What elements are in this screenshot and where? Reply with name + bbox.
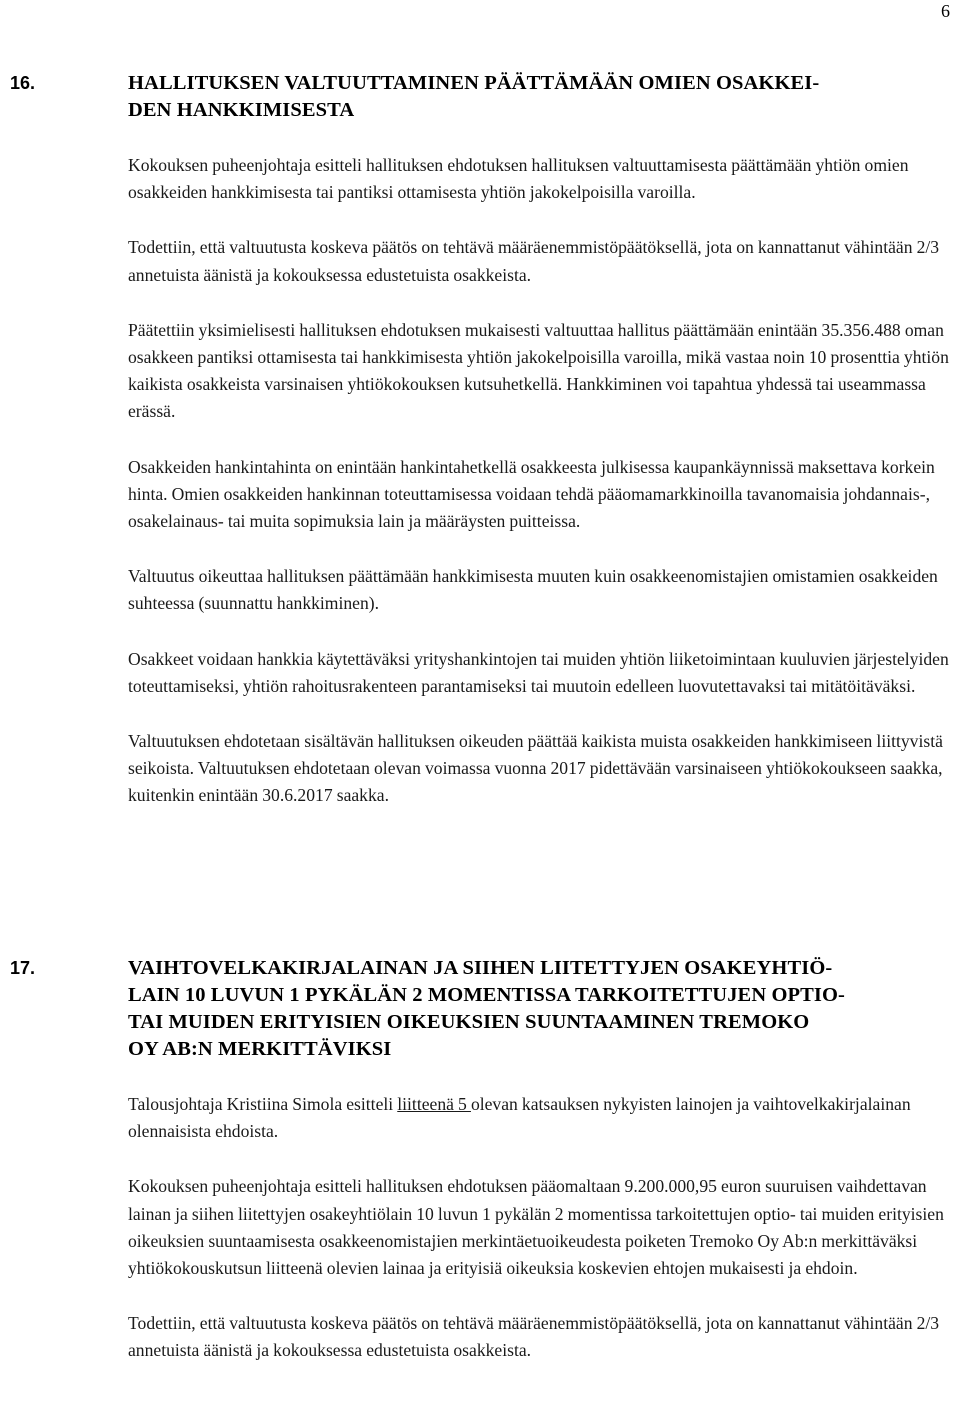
- section-17: [10, 955, 960, 1365]
- section-body: [128, 1091, 960, 1365]
- paragraph: Päätettiin yksimielisesti hallituksen ehdotuksen mukaisesti valtuuttaa hallitus päättämään enintään 35.356.488 oman osakkeen pantiksi ottamisesta tai hankkimisesta yhtiön jakokelpoisilla varoilla, mikä vastaa noin 10 prosenttia yhtiön kaikista osakkeista varsinaisen yhtiökokouksen kutsuhetkellä. Hankkiminen voi tapahtua yhdessä tai useammassa erässä.: [128, 319, 949, 422]
- paragraph: Valtuutus oikeuttaa hallituksen päättämään hankkimisesta muuten kuin osakkeenomistajien omistamien osakkeiden suhteessa (suunnattu hankkiminen).: [128, 566, 938, 614]
- attachment-reference: liitteenä 5: [397, 1094, 471, 1114]
- paragraph: Kokouksen puheenjohtaja esitteli hallituksen ehdotuksen hallituksen valtuuttamisesta päättämään yhtiön omien osakkeiden hankkimisesta tai pantiksi ottamisesta yhtiön jakokelpoisilla varoilla.: [128, 155, 909, 203]
- paragraph: Valtuutuksen ehdotetaan sisältävän hallituksen oikeuden päättää kaikista muista osakkeiden hankkimiseen liittyvistä seikoista. Valtuutuksen ehdotetaan olevan voimassa vuonna 2017 pidettävään varsinaiseen yhtiökokoukseen saakka, kuitenkin enintään 30.6.2017 saakka.: [128, 731, 943, 806]
- section-title-line: LAIN 10 LUVUN 1 PYKÄLÄN 2 MOMENTISSA TARKOITETTUJEN OPTIO-: [128, 984, 845, 1006]
- paragraph: Todettiin, että valtuutusta koskeva päätös on tehtävä määräenemmistöpäätöksellä, jota on kannattanut vähintään 2/3 annetuista äänistä ja kokouksessa edustetuista osakkeista.: [128, 237, 940, 285]
- paragraph: Kokouksen puheenjohtaja esitteli hallituksen ehdotuksen pääomaltaan 9.200.000,95 euron suuruisen vaihdettavan lainan ja siihen liitettyjen osakeyhtiölain 10 luvun 1 pykälän 2 momentissa tarkoitettujen optio- tai muiden erityisien oikeuksien suuntaamisesta osakkeenomistajien merkintäetuoikeudesta poiketen Tremoko Oy Ab:n merkittäväksi yhtiökokouskutsun liitteenä olevien lainaa ja erityisiä oikeuksia koskevien ehtojen mukaisesti ja ehdoin.: [128, 1176, 944, 1279]
- section-body: [128, 152, 960, 810]
- paragraph: Osakkeiden hankintahinta on enintään hankintahetkellä osakkeesta julkisessa kaupankäynnissä maksettava korkein hinta. Omien osakkeiden hankinnan toteuttamisessa voidaan tehdä pääomamarkkinoilla tavanomaisia johdannais-, osakelainaus- tai muita sopimuksia lain ja määräysten puitteissa.: [128, 456, 935, 532]
- section-title: [128, 955, 960, 1063]
- page-number: 6: [941, 1, 950, 21]
- paragraph-text: olevan katsauksen nykyisten lainojen ja vaihtovelkakirjalainan olennaisista ehdoista.: [128, 1094, 911, 1142]
- section-title: [128, 70, 960, 124]
- section-title-line: OY AB:N MERKITTÄVIKSI: [128, 1038, 392, 1060]
- paragraph: Osakkeet voidaan hankkia käytettäväksi yrityshankintojen tai muiden yhtiön liiketoimintaan kuuluvien järjestelyiden toteuttamiseksi, yhtiön rahoitusrakenteen parantamiseksi tai muutoin edelleen luovutettavaksi tai mitätöitäväksi.: [128, 648, 949, 696]
- paragraph-text: Talousjohtaja Kristiina Simola esitteli: [128, 1094, 398, 1114]
- section-number: 17.: [10, 958, 36, 978]
- paragraph: [128, 1091, 960, 1145]
- section-16: [10, 70, 960, 810]
- section-title-line: TAI MUIDEN ERITYISIEN OIKEUKSIEN SUUNTAAMINEN TREMOKO: [128, 1011, 810, 1033]
- section-number: 16.: [10, 73, 36, 93]
- section-title-line: DEN HANKKIMISESTA: [128, 99, 355, 121]
- section-title-line: HALLITUKSEN VALTUUTTAMINEN PÄÄTTÄMÄÄN OMIEN OSAKKEI-: [128, 72, 820, 94]
- section-title-line: VAIHTOVELKAKIRJALAINAN JA SIIHEN LIITETTYJEN OSAKEYHTIÖ-: [128, 957, 833, 979]
- paragraph: Todettiin, että valtuutusta koskeva päätös on tehtävä määräenemmistöpäätöksellä, jota on kannattanut vähintään 2/3 annetuista äänistä ja kokouksessa edustetuista osakkeista.: [128, 1313, 940, 1361]
